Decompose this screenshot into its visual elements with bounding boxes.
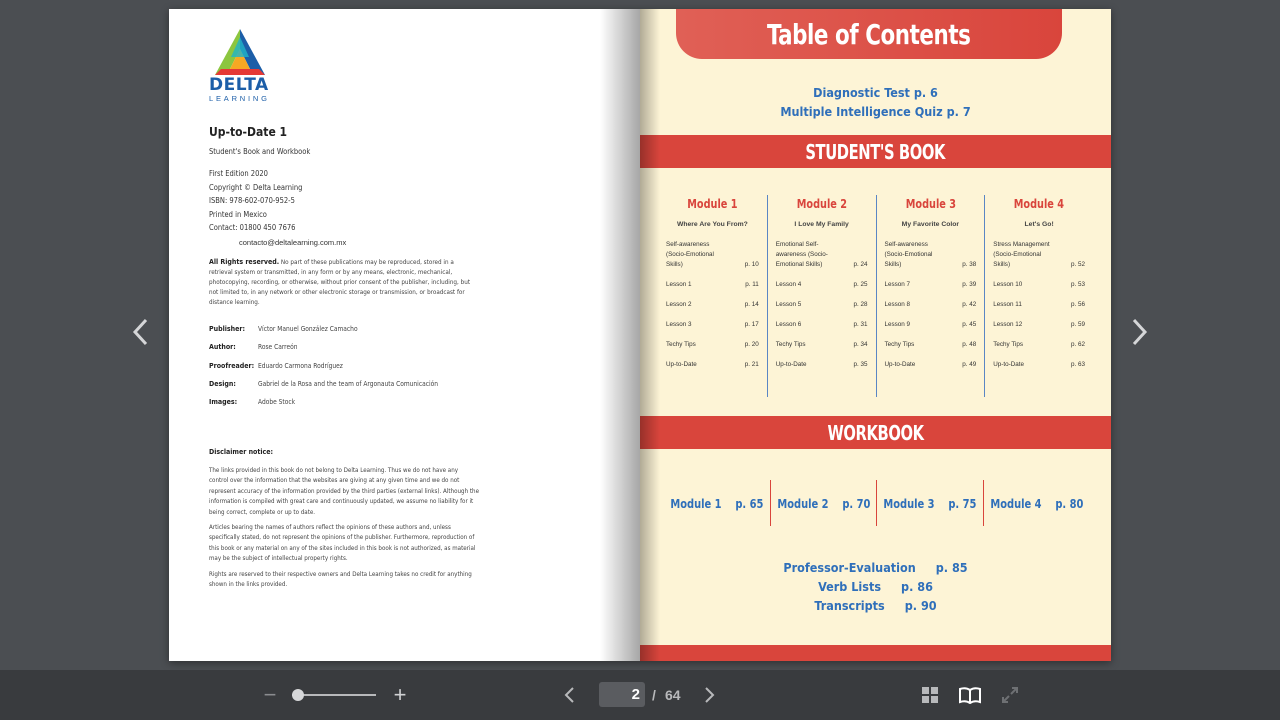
lesson-item[interactable] (666, 300, 759, 320)
lesson-name: Up-to-Date (775, 361, 807, 368)
credit-value: Rose Carreón (258, 343, 298, 352)
workbook-module-text: Module 3 p. 75 (883, 495, 977, 511)
chevron-right-icon (702, 685, 716, 705)
lesson-item[interactable] (993, 240, 1085, 280)
lesson-page: p. 28 (853, 301, 868, 308)
disclaimer-title: Disclaimer notice: (209, 448, 274, 456)
lesson-page: p. 14 (744, 301, 759, 308)
lesson-page: p. 25 (853, 281, 868, 288)
credit-label: Publisher: (209, 325, 246, 334)
lesson-item[interactable] (885, 340, 977, 360)
logo-word: DELTA (209, 75, 269, 95)
credit-row (209, 357, 489, 375)
lesson-page: p. 59 (1070, 321, 1085, 328)
extras-list (640, 558, 1111, 615)
credit-row (209, 375, 489, 393)
open-book-icon (959, 686, 981, 704)
publication-info (209, 167, 302, 235)
module-column (984, 195, 1093, 397)
credit-value: Eduardo Carmona Rodríguez (258, 361, 343, 370)
module-subtitle: My Favorite Color (901, 221, 960, 228)
lesson-page: p. 31 (853, 321, 868, 328)
extra-page: p. 85 (935, 560, 968, 575)
lesson-item[interactable] (993, 320, 1085, 340)
lesson-name: Lesson 4 (775, 281, 802, 288)
disclaimer-paragraph: Articles bearing the names of authors reflect the opinions of these authors and, unless specifically stated, do not represent the opinions of the publisher. Furthermore, reproduction of this book or any material on any of the sites included in this book is not authorized, as material may be the subject of intellectual property rights. (209, 524, 476, 563)
module-title[interactable]: Module 3 (905, 197, 956, 211)
lesson-name: Lesson 8 (884, 301, 911, 308)
right-page (640, 9, 1111, 661)
credit-row (209, 320, 489, 338)
module-subtitle: Where Are You From? (676, 221, 748, 228)
toc-title: Table of Contents (767, 17, 971, 51)
lesson-page: p. 38 (962, 261, 977, 268)
lesson-list (776, 240, 868, 380)
chevron-left-icon (130, 315, 152, 349)
workbook-module-text: Module 4 p. 80 (990, 495, 1084, 511)
lesson-name: Lesson 12 (993, 321, 1023, 328)
lesson-name: Lesson 6 (775, 321, 802, 328)
lesson-name: Lesson 7 (884, 281, 911, 288)
credit-row (209, 338, 489, 356)
info-line: Contact: 01800 450 7676 (209, 223, 296, 232)
lesson-name: Self-awareness (Socio-Emotional Skills) (884, 241, 933, 268)
book-view-button[interactable] (957, 670, 983, 720)
workbook-band (640, 416, 1111, 449)
module-subtitle: Let's Go! (1024, 221, 1054, 228)
page-separator: / (652, 687, 656, 703)
lesson-page: p. 10 (744, 261, 759, 268)
credit-value: Gabriel de la Rosa and the team of Argonauta Comunicación (258, 380, 439, 389)
zoom-slider[interactable] (288, 670, 378, 720)
top-links (640, 83, 1111, 121)
lesson-list (885, 240, 977, 380)
prev-page-arrow[interactable] (121, 312, 161, 352)
workbook-module-link[interactable] (983, 480, 1090, 526)
lesson-name: Lesson 2 (666, 301, 692, 308)
contact-email: contacto@deltalearning.com.mx (239, 238, 347, 247)
workbook-module-text: Module 2 p. 70 (777, 495, 871, 511)
info-line: ISBN: 978-602-070-952-5 (209, 196, 295, 205)
info-line: Copyright © Delta Learning (209, 182, 303, 192)
credit-label: Design: (209, 380, 236, 389)
lesson-item[interactable] (885, 240, 977, 280)
extra-name: Verb Lists (818, 579, 882, 594)
lesson-item[interactable] (776, 240, 868, 280)
lesson-item[interactable] (776, 280, 868, 300)
module-title[interactable]: Module 4 (1013, 197, 1065, 211)
logo-sub: LEARNING (209, 94, 270, 103)
lesson-page: p. 62 (1070, 341, 1085, 348)
lesson-page: p. 52 (1070, 261, 1085, 268)
disclaimer-paragraph: Rights are reserved to their respective owners and Delta Learning takes no credit for anything shown in the links provided. (209, 570, 472, 589)
lesson-name: Up-to-Date (884, 361, 916, 368)
extra-link[interactable] (640, 558, 1111, 577)
credits-list (209, 320, 489, 411)
lesson-item[interactable] (993, 300, 1085, 320)
thumbnails-button[interactable] (918, 670, 942, 720)
rights-bold: All Rights reserved. (209, 258, 280, 266)
lesson-name: Emotional Self-awareness (Socio-Emotional Skills) (775, 241, 828, 268)
zoom-out-button[interactable]: − (263, 682, 277, 707)
zoom-slider-track (292, 694, 376, 696)
lesson-name: Self-awareness (Socio-Emotional Skills) (666, 241, 714, 268)
fullscreen-button[interactable] (998, 670, 1022, 720)
extra-page: p. 86 (901, 579, 933, 594)
lesson-page: p. 17 (744, 321, 759, 328)
disclaimer-text (209, 466, 479, 595)
workbook-module-link[interactable] (770, 480, 877, 526)
lesson-name: Up-to-Date (666, 361, 697, 368)
workbook-module-text: Module 1 p. 65 (670, 495, 764, 511)
lesson-name: Lesson 3 (666, 321, 692, 328)
workbook-module-link[interactable] (876, 480, 983, 526)
lesson-name: Lesson 10 (993, 281, 1023, 288)
viewer-toolbar (0, 670, 1280, 720)
lesson-page: p. 42 (962, 301, 977, 308)
book-subtitle: Student's Book and Workbook (209, 147, 311, 156)
lesson-page: p. 34 (853, 341, 868, 348)
module-column (658, 195, 767, 397)
lesson-page: p. 20 (744, 341, 759, 348)
lesson-name: Techy Tips (884, 341, 915, 348)
lesson-list (666, 240, 759, 380)
total-pages: 64 (665, 687, 681, 703)
lesson-name: Up-to-Date (993, 361, 1025, 368)
credit-label: Images: (209, 398, 238, 407)
lesson-page: p. 56 (1070, 301, 1085, 308)
grid-icon (921, 686, 939, 704)
lesson-page: p. 21 (744, 361, 759, 368)
lesson-page: p. 53 (1070, 281, 1085, 288)
zoom-slider-knob[interactable] (292, 689, 304, 701)
info-line: Printed in Mexico (209, 209, 267, 219)
lesson-page: p. 63 (1070, 361, 1085, 368)
module-title[interactable]: Module 1 (687, 197, 738, 211)
credit-value: Adobe Stock (258, 398, 296, 407)
chevron-right-icon (1128, 315, 1150, 349)
modules-grid (658, 195, 1093, 397)
lesson-item[interactable] (776, 300, 868, 320)
lesson-item[interactable] (666, 320, 759, 340)
lesson-name: Lesson 11 (993, 301, 1022, 308)
lesson-page: p. 45 (962, 321, 977, 328)
chevron-left-icon (563, 685, 577, 705)
credit-label: Proofreader: (209, 361, 255, 370)
lesson-item[interactable] (993, 280, 1085, 300)
lesson-page: p. 11 (745, 281, 759, 288)
credit-row (209, 393, 489, 411)
left-page (169, 9, 640, 661)
lesson-page: p. 39 (962, 281, 977, 288)
lesson-item[interactable] (666, 240, 759, 280)
lesson-item[interactable] (776, 360, 868, 380)
lesson-name: Lesson 9 (884, 321, 911, 328)
next-page-arrow[interactable] (1119, 312, 1159, 352)
delta-logo (209, 27, 273, 103)
lesson-name: Techy Tips (993, 341, 1023, 348)
lesson-item[interactable] (776, 340, 868, 360)
module-column (876, 195, 985, 397)
lesson-page: p. 49 (962, 361, 977, 368)
rights-text: No part of these publications may be reproduced, stored in a retrieval system or transmitted, in any form or by any means, electronic, mechanical, photocopying, recording, or otherwise, without prior consent of the publisher, including, but not limited to, in any network or other electronic storage or transmission, or broadcast for distance learning. (209, 259, 471, 306)
lesson-item[interactable] (666, 280, 759, 300)
extra-link[interactable] (640, 596, 1111, 615)
fullscreen-icon (1001, 686, 1019, 704)
module-title[interactable]: Module 2 (796, 197, 847, 211)
lesson-item[interactable] (776, 320, 868, 340)
lesson-list (993, 240, 1085, 380)
workbook-label: WORKBOOK (827, 420, 924, 445)
students-book-band (640, 135, 1111, 168)
page-number-input[interactable] (599, 682, 645, 707)
toc-link-intelligence-quiz[interactable]: Multiple Intelligence Quiz p. 7 (780, 104, 971, 119)
workbook-module-link[interactable] (664, 480, 770, 526)
credit-label: Author: (209, 343, 236, 352)
disclaimer-paragraph: The links provided in this book do not belong to Delta Learning. Thus we do not have any control over the information that the websites are giving at any given time and we do not represent accuracy of the information provided by the third parties (external links). Although the information is compiled with great care and continuously updated, we assume no liability for it being correct, complete or up to date. (209, 467, 480, 516)
lesson-page: p. 35 (853, 361, 868, 368)
lesson-item[interactable] (885, 280, 977, 300)
toc-header (676, 9, 1062, 59)
lesson-item[interactable] (666, 340, 759, 360)
info-line: First Edition 2020 (209, 169, 268, 178)
lesson-name: Techy Tips (775, 341, 806, 348)
extra-name: Transcripts (814, 598, 885, 613)
workbook-modules (664, 480, 1084, 526)
delta-triangle-logo-icon (209, 27, 271, 79)
book-spread (169, 9, 1111, 661)
module-column (767, 195, 876, 397)
lesson-item[interactable] (885, 300, 977, 320)
lesson-name: Lesson 5 (775, 301, 802, 308)
rights-notice (209, 257, 479, 308)
module-subtitle: I Love My Family (794, 221, 849, 228)
lesson-item[interactable] (885, 360, 977, 380)
lesson-name: Lesson 1 (666, 281, 692, 288)
lesson-item[interactable] (993, 360, 1085, 380)
toc-link-diagnostic[interactable]: Diagnostic Test p. 6 (813, 85, 938, 100)
book-title: Up-to-Date 1 (209, 125, 288, 139)
extra-name: Professor-Evaluation (783, 560, 916, 575)
students-book-label: STUDENT'S BOOK (805, 139, 946, 164)
lesson-name: Techy Tips (666, 341, 696, 348)
lesson-item[interactable] (885, 320, 977, 340)
credit-value: Víctor Manuel González Camacho (258, 325, 358, 334)
bottom-band (640, 645, 1111, 661)
lesson-page: p. 24 (853, 261, 868, 268)
lesson-item[interactable] (666, 360, 759, 380)
toolbar-prev-button[interactable] (558, 670, 582, 720)
extra-page: p. 90 (904, 598, 937, 613)
lesson-item[interactable] (993, 340, 1085, 360)
extra-link[interactable] (640, 577, 1111, 596)
lesson-page: p. 48 (962, 341, 977, 348)
zoom-in-button[interactable]: + (393, 682, 407, 707)
toolbar-next-button[interactable] (697, 670, 721, 720)
lesson-name: Stress Management (Socio-Emotional Skills) (993, 241, 1050, 268)
